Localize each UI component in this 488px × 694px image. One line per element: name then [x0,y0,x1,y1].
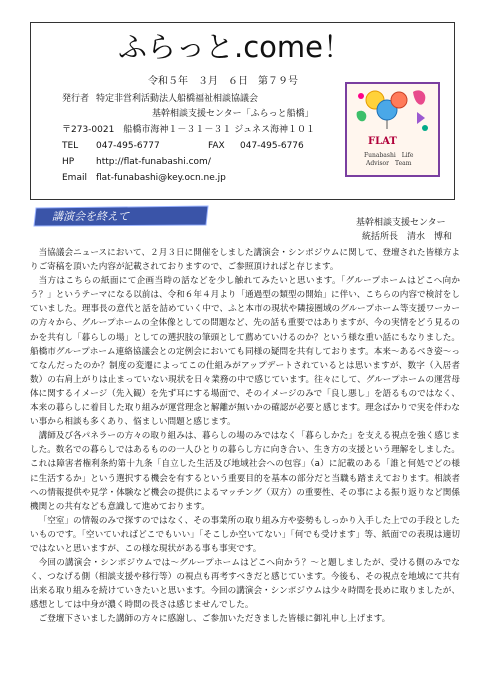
logo-tagline-2: Advisor Team [366,160,412,167]
issuer-label: 発行者 [62,94,90,104]
center-name: 基幹相談支援センター「ふらっと船橋」 [152,109,314,119]
article-paragraph: 今回の講演会・シンポジウムでは～グループホームはどこへ向かう？～と題しましたが、受ける側のみでなく、つなげる側（相談支援や移行等）の視点も再考すべきだと感じています。今後も、その視点を地域にて共有出来る取り組みを続けていきたいと思います。今回の講演会・シンポジウムは少々時間を長めに取りましたが、感想としては中身が濃く時間の長さは感じませんでした。 [30,558,460,611]
email-label: Email [62,173,87,183]
newsletter-title: ふらっと.come！ [118,30,352,64]
issue-date: 令和５年 ３月 ６日 第７９号 [148,76,298,87]
signature-person: 統括所長 清水 博和 [362,232,453,242]
signature-org: 基幹相談支援センター [356,218,446,228]
section-banner [32,205,212,227]
fax-number: 047-495-6776 [240,141,304,151]
address: 〒273-0021 船橋市海神１－３１－３１ ジュネス海神１０１ [62,125,316,135]
article-body [30,246,460,627]
tel-number: 047-495-6777 [96,141,160,151]
article-paragraph: 講師及び各パネラーの方々の取り組みは、暮らしの場のみではなく「暮らしかた」を支える視点を強く感じました。数名での暮らしではあるものの一人ひとりの暮らし方に向き合い、生き方の支援という理解をしました。これは障害者権利条約第十九条「自立した生活及び地域社会への包容」（a）に記載のある「誰と何処でどの様に生活するか」という選択する機会を有するという重要目的を基本の部分だと当職も踏まえております。相談者への情報提供や見学・体験など機会の提供によるマッチング（双方）の重要性、その事による振り返りなど関係機関との共有なども意識して進めております。 [30,431,460,512]
article-paragraph: ご登壇下さいました講師の方々に感謝し、ご参加いただきました皆様に御礼申し上げます。 [38,614,391,625]
article-paragraph: 当方はこちらの紙面にて企画当時の話などを少し触れてみたいと思います。「グループホームはどこへ向かう？」というテーマになる以前は、令和６年４月より「通過型の類型の開始」に伴い、こちらの内容で検討をしていました。理事長の意代と話を詰めていく中で、ふと本市の現状や隣接圏域のグループホーム等支援ワーカーの方々から、グループホームの全体像としての問題など、先の話も重要ではありますが、今の実情をどう見るのかを共有し「暮らしの場」としての選択肢の筆頭として薦めていけるのか？という様な重い話にもなりました。船橋市グループホーム連絡協議会との定例会においても同様の疑問を共有しております。本来～あるべき姿～ってなんだったのか？制度の変遷によってこの仕組みがアップデートされているとは思いますが、数字（入居者数）の右肩上がりは止まっていない現状を日々業務の中で感じています。往々にして、グループホームの運営母体に関するイメージ（先入観）を先ず耳にする場面で、そのイメージのみで「良し悪し」を語るものではなく、本来の暮らしに着目した取り組みが運営理念と解離が無いかの確認が必要と感じます。理念ばかりで実を伴わない事から相談も多くあり、悩ましい問題と感じます。 [30,276,460,428]
hp-label: HP [62,157,75,167]
fax-label: FAX [208,141,225,151]
banner-shape [32,205,212,227]
article-paragraph: 当協議会ニュースにおいて、２月３日に開催をしました講演会・シンポジウムに関して、登壇された皆様方よりご寄稿を頂いた内容が記載されておりますので、ご参照頂ければと存じます。 [30,248,460,273]
hp-url[interactable]: http://flat-funabashi.com/ [96,157,211,167]
banner-text: 講演会を終えて [52,210,129,223]
tel-label: TEL [62,141,79,151]
org-name: 特定非営利活動法人船橋福祉相談協議会 [96,94,259,104]
logo-name: FLAT [368,136,397,147]
logo-tagline-1: Funabashi Life [364,152,414,159]
email-address[interactable]: flat-funabashi@key.ocn.ne.jp [96,173,226,183]
article-paragraph: 「空室」の情報のみで探すのではなく、その事業所の取り組み方や姿勢もしっかり入手した上での手段としたいものです。「空いていればどこでもいい」「そこしか空いてない」「何でも受けます」等、紙面での表現は適切ではないと思いますが、この様な現状がある事も事実です。 [30,515,460,554]
